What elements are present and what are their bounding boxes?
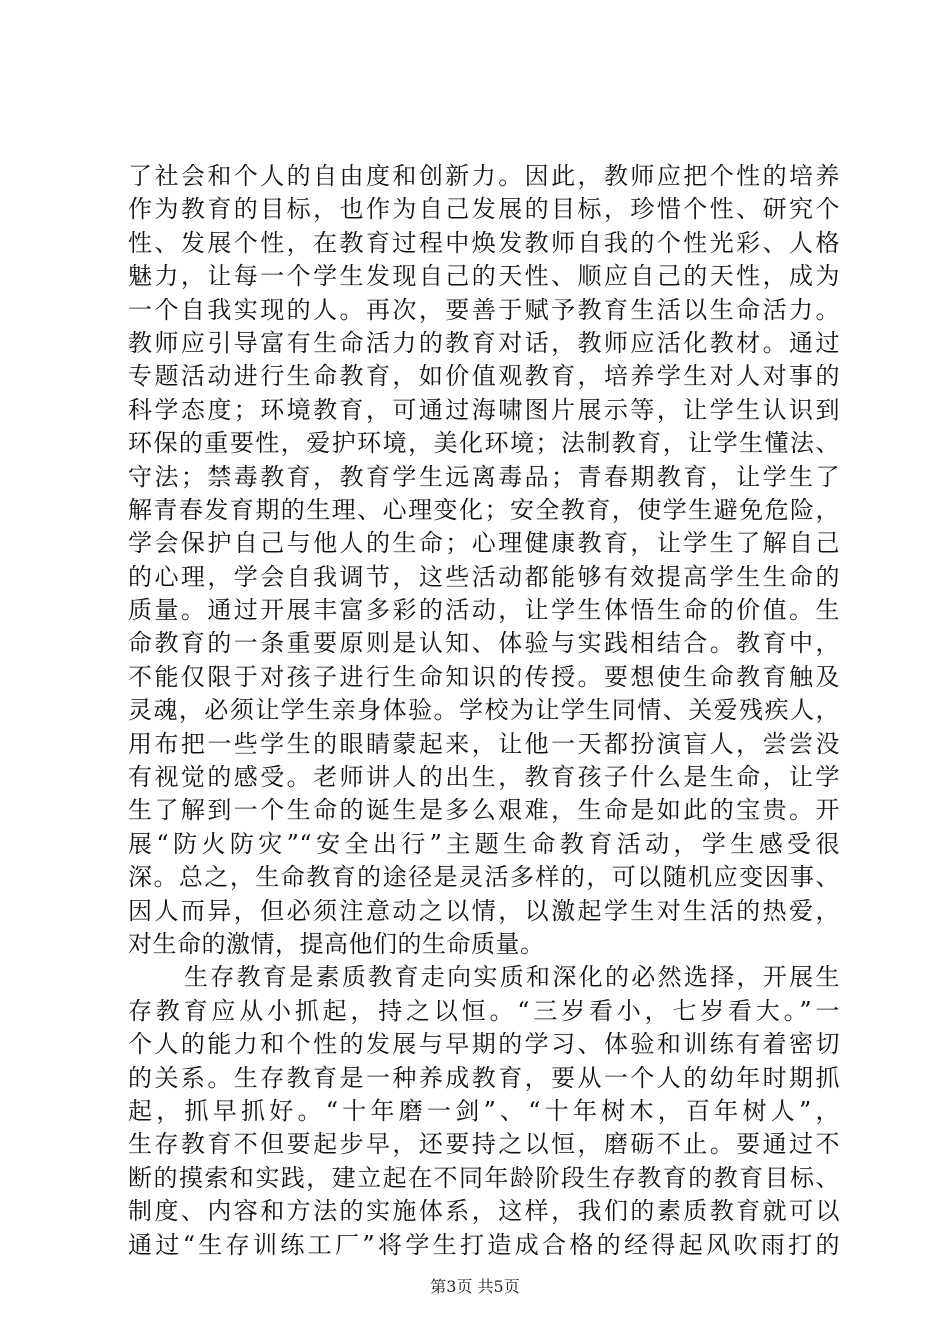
text-line: 科学态度；环境教育，可通过海啸图片展示等，让学生认识到 [128,395,840,424]
text-line: 个人的能力和个性的发展与早期的学习、体验和训练有着密切 [128,1030,840,1059]
text-line: 作为教育的目标，也作为自己发展的目标，珍惜个性、研究个 [128,195,840,224]
text-line: 的心理，学会自我调节，这些活动都能够有效提高学生生命的 [128,562,840,591]
text-line: 不能仅限于对孩子进行生命知识的传授。要想使生命教育触及 [128,662,840,691]
text-line: 了社会和个人的自由度和创新力。因此，教师应把个性的培养 [128,162,840,190]
text-line: 存教育应从小抓起，持之以恒。“三岁看小，七岁看大。”一 [128,996,840,1025]
text-line: 命教育的一条重要原则是认知、体验与实践相结合。教育中， [128,629,840,658]
text-line: 环保的重要性，爱护环境，美化环境；法制教育，让学生懂法、 [128,429,840,458]
text-line: 解青春发育期的生理、心理变化；安全教育，使学生避免危险， [128,495,840,524]
text-line: 一个自我实现的人。再次，要善于赋予教育生活以生命活力。 [128,295,840,324]
text-line: 生存教育不但要起步早，还要持之以恒，磨砺不止。要通过不 [128,1130,840,1159]
text-line: 用布把一些学生的眼睛蒙起来，让他一天都扮演盲人，尝尝没 [128,729,840,758]
body-text [128,160,840,1262]
text-line: 的关系。生存教育是一种养成教育，要从一个人的幼年时期抓 [128,1063,840,1092]
text-line: 魅力，让每一个学生发现自己的天性、顺应自己的天性，成为 [128,262,840,291]
text-line: 性、发展个性，在教育过程中焕发教师自我的个性光彩、人格 [128,228,840,257]
text-line: 教师应引导富有生命活力的教育对话，教师应活化教材。通过 [128,328,840,357]
text-line: 深。总之，生命教育的途径是灵活多样的，可以随机应变因事、 [128,863,840,892]
paragraph-last-line: 对生命的激情，提高他们的生命质量。 [128,929,545,958]
text-line: 专题活动进行生命教育，如价值观教育，培养学生对人对事的 [128,362,840,391]
text-line: 有视觉的感受。老师讲人的出生，教育孩子什么是生命，让学 [128,763,840,792]
text-line: 通过“生存训练工厂”将学生打造成合格的经得起风吹雨打的 [128,1230,840,1259]
paragraph-first-line: 生存教育是素质教育走向实质和深化的必然选择，开展生 [184,963,840,992]
text-line: 学会保护自己与他人的生命；心理健康教育，让学生了解自己 [128,529,840,558]
text-line: 制度、内容和方法的实施体系，这样，我们的素质教育就可以 [128,1197,840,1226]
text-line: 因人而异，但必须注意动之以情，以激起学生对生活的热爱， [128,896,840,925]
text-line: 守法；禁毒教育，教育学生远离毒品；青春期教育，让学生了 [128,462,840,491]
text-line: 断的摸索和实践，建立起在不同年龄阶段生存教育的教育目标、 [128,1163,840,1192]
text-line: 灵魂，必须让学生亲身体验。学校为让学生同情、关爱残疾人， [128,696,840,725]
text-line: 生了解到一个生命的诞生是多么艰难，生命是如此的宝贵。开 [128,796,840,825]
text-line: 展“防火防灾”“安全出行”主题生命教育活动，学生感受很 [128,829,840,858]
text-line: 起，抓早抓好。“十年磨一剑”、“十年树木，百年树人”， [128,1096,840,1125]
text-line: 质量。通过开展丰富多彩的活动，让学生体悟生命的价值。生 [128,596,840,625]
page-number: 第3页 共5页 [430,1277,520,1296]
page-footer [0,1277,950,1297]
